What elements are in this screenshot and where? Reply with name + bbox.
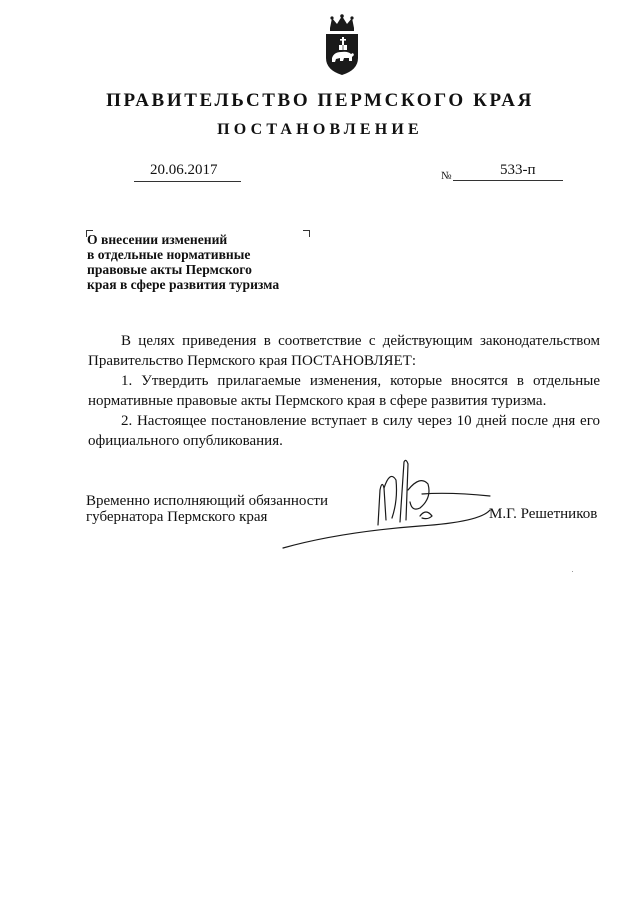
document-subject [87,232,317,292]
document-number: 533-п [500,162,536,178]
signatory-name: М.Г. Решетников [489,506,598,522]
handwritten-signature [280,450,580,560]
document-body [88,331,600,451]
position-line: губернатора Пермского края [86,509,268,525]
paragraph-item-2: 2. Настоящее постановление вступает в силу через 10 дней после дня его официального опубликования. [88,413,600,449]
scan-speck [572,571,573,572]
document-type: ПОСТАНОВЛЕНИЕ [217,121,423,138]
subject-line: края в сфере развития туризма [87,277,280,292]
date-underline [134,181,241,182]
subject-line: правовые акты Пермского [87,262,252,277]
subject-line: в отдельные нормативные [87,247,251,262]
paragraph-item-1: 1. Утвердить прилагаемые изменения, которые вносятся в отдельные нормативные правовые акты Пермского края в сфере развития туризма. [88,373,600,409]
government-title: ПРАВИТЕЛЬСТВО ПЕРМСКОГО КРАЯ [106,90,534,111]
position-line: Временно исполняющий обязанности [86,493,329,509]
document-date: 20.06.2017 [150,162,218,178]
paragraph-preamble: В целях приведения в соответствие с действующим законодательством Правительство Пермского края ПОСТАНОВЛЯЕТ: [88,333,600,369]
number-sign: № [441,170,452,182]
number-underline [453,180,563,181]
perm-krai-coat-of-arms-icon [322,14,362,76]
subject-line: О внесении изменений [87,232,228,247]
